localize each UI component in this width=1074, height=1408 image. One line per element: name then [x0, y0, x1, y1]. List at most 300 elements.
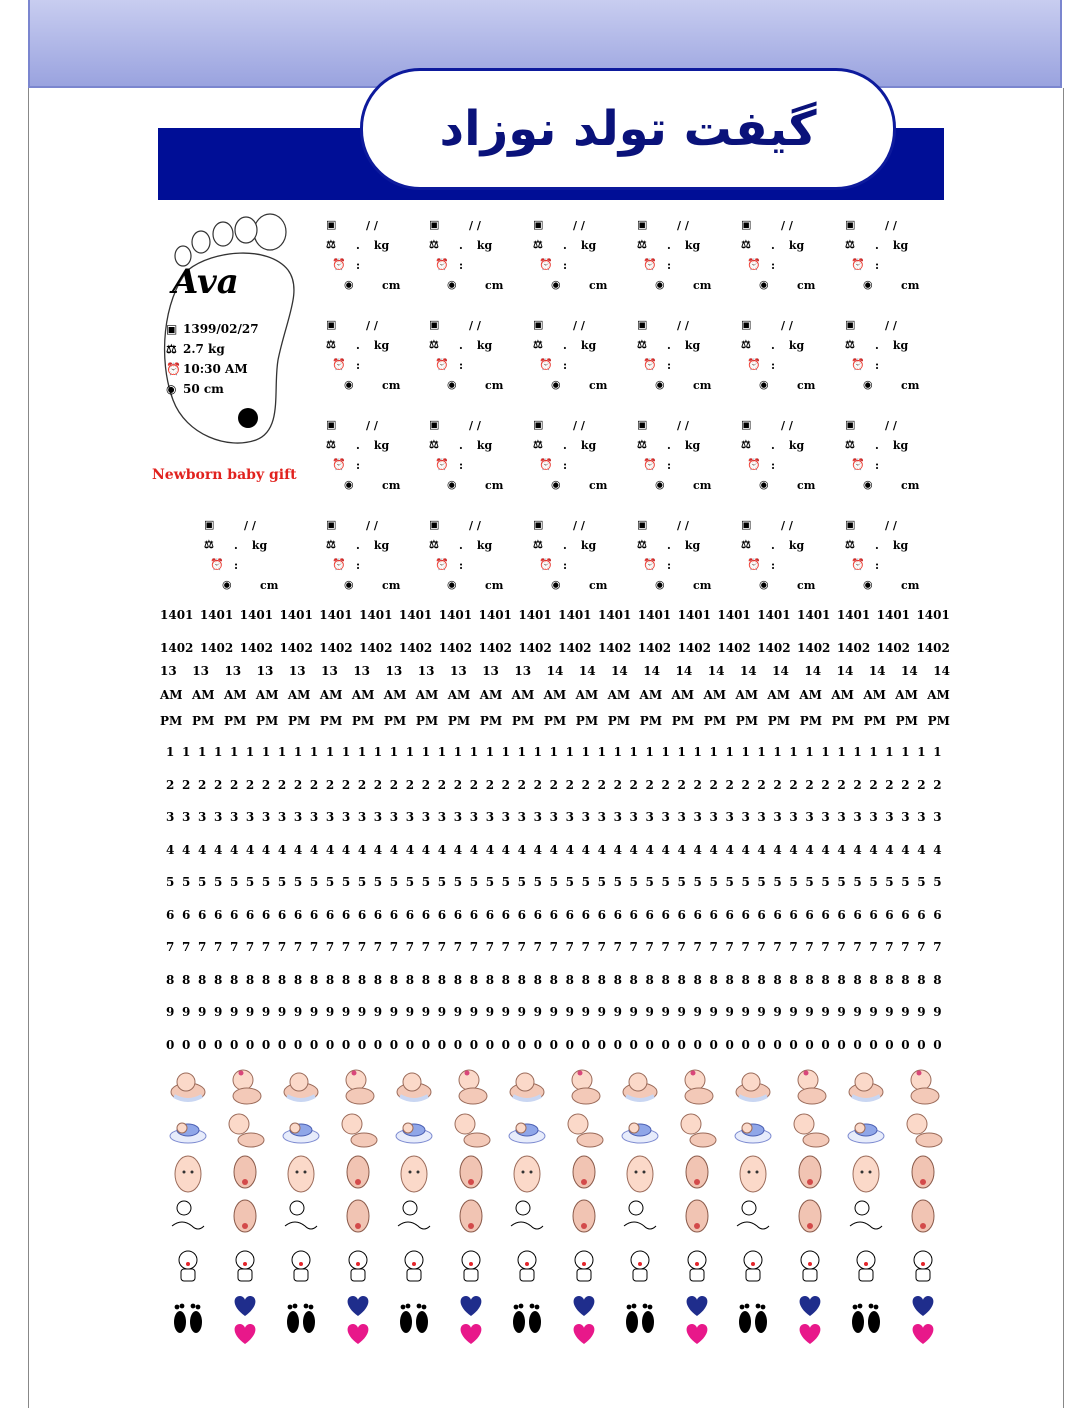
tape-icon: ◉ — [447, 378, 457, 391]
card-date: / / — [885, 518, 897, 532]
digit-cell: 5 — [773, 875, 782, 889]
digit-cell: 4 — [693, 842, 702, 857]
digit-cell: 0 — [469, 1037, 479, 1052]
digit-cell: 7 — [565, 940, 574, 954]
card-kg: kg — [684, 338, 701, 352]
digit-cell: 5 — [357, 875, 367, 889]
value-cell: PM — [799, 714, 822, 728]
digit-cell: 6 — [885, 907, 894, 922]
heart-sticker — [677, 1322, 717, 1362]
baby-sticker — [281, 1066, 321, 1106]
card-cm: cm — [693, 278, 712, 292]
digit-cell: 5 — [725, 875, 734, 889]
digit-cell: 6 — [309, 907, 319, 922]
digit-cell: 6 — [837, 907, 846, 922]
baby-sticker — [903, 1152, 943, 1192]
digit-cell: 7 — [389, 940, 399, 954]
baby-sticker — [451, 1196, 491, 1236]
digit-cell: 7 — [629, 940, 638, 954]
card-date: / / — [366, 318, 378, 332]
calendar-icon: ▣ — [326, 518, 337, 531]
digit-cell: 9 — [581, 1005, 590, 1019]
digit-cell: 8 — [629, 972, 638, 987]
digit-cell: 4 — [533, 842, 542, 857]
baby-sticker — [846, 1196, 886, 1236]
digit-cell: 4 — [741, 842, 750, 857]
digit-cell: 4 — [437, 842, 447, 857]
digit-cell: 8 — [645, 972, 654, 987]
value-cell: 1401 — [757, 608, 791, 622]
footprint-sticker — [507, 1298, 547, 1338]
digit-cell: 6 — [293, 907, 303, 922]
card-date: / / — [573, 318, 585, 332]
calendar-icon: ▣ — [326, 218, 337, 231]
card-kg: kg — [788, 438, 805, 452]
digit-cell: 0 — [613, 1037, 622, 1052]
digit-cell: 5 — [485, 875, 495, 889]
digit-cell: 8 — [661, 972, 670, 987]
scale-icon: ⚖ — [429, 538, 439, 551]
value-cell: 13 — [288, 664, 306, 678]
clock-icon: ⏰ — [332, 258, 346, 271]
digit-row — [166, 940, 942, 954]
digit-cell: 4 — [501, 842, 511, 857]
digit-cell: 4 — [773, 842, 782, 857]
tape-icon: ◉ — [166, 382, 177, 396]
digit-cell: 9 — [437, 1005, 447, 1019]
baby-sticker — [281, 1196, 321, 1236]
baby-sticker — [733, 1110, 773, 1150]
digit-cell: 7 — [901, 940, 910, 954]
value-cell: 1401 — [438, 608, 473, 622]
card-cm: cm — [693, 578, 712, 592]
baby-sticker — [451, 1152, 491, 1192]
digit-cell: 9 — [501, 1005, 511, 1019]
digit-cell: 2 — [405, 777, 415, 792]
value-cell: AM — [927, 688, 950, 702]
digit-cell: 0 — [197, 1037, 207, 1052]
value-cell: PM — [383, 714, 407, 728]
digit-cell: 9 — [773, 1005, 782, 1019]
baby-sticker — [338, 1152, 378, 1192]
value-cell: 1402 — [478, 641, 512, 655]
digit-row — [166, 908, 942, 922]
card-date: / / — [781, 218, 793, 232]
digit-cell: 8 — [517, 972, 527, 987]
digit-cell: 9 — [789, 1005, 798, 1019]
digit-cell: 4 — [645, 842, 654, 857]
info-card: ▣ / / ⚖ . kg ⏰ : ◉ cm — [845, 218, 920, 292]
digit-cell: 3 — [901, 810, 910, 824]
heart-sticker — [225, 1322, 265, 1362]
card-cm: cm — [485, 378, 504, 392]
card-kg: kg — [892, 238, 909, 252]
digit-cell: 9 — [885, 1005, 894, 1019]
digit-cell: 0 — [213, 1037, 223, 1052]
digit-cell: 6 — [805, 907, 814, 922]
digit-cell: 8 — [917, 972, 926, 987]
baby-sticker — [790, 1066, 830, 1106]
digit-cell: 3 — [437, 810, 447, 824]
digit-cell: 8 — [613, 972, 622, 987]
digit-cell: 3 — [837, 810, 846, 824]
info-card: ▣ / / ⚖ . kg ⏰ : ◉ cm — [429, 318, 504, 392]
digit-cell: 2 — [597, 777, 606, 792]
baby-sticker — [281, 1110, 321, 1150]
value-cell: AM — [255, 688, 279, 702]
value-cell: 1401 — [279, 608, 313, 622]
digit-cell: 9 — [757, 1005, 766, 1019]
baby-sticker — [790, 1248, 830, 1288]
digit-cell: 1 — [933, 745, 942, 759]
digit-cell: 2 — [325, 777, 335, 792]
digit-cell: 2 — [693, 777, 702, 792]
digit-cell: 0 — [485, 1037, 495, 1052]
digit-cell: 2 — [517, 777, 527, 792]
value-cell: 13 — [160, 664, 177, 678]
value-cell: 1402 — [677, 641, 711, 655]
baby-sticker — [394, 1152, 434, 1192]
digit-cell: 0 — [229, 1037, 239, 1052]
tape-icon: ◉ — [551, 278, 561, 291]
digit-cell: 6 — [789, 907, 798, 922]
value-cell: PM — [607, 714, 631, 728]
digit-cell: 3 — [789, 810, 798, 824]
digit-cell: 9 — [405, 1005, 415, 1019]
value-cell: 1402 — [597, 641, 632, 655]
calendar-icon: ▣ — [533, 418, 544, 431]
digit-cell: 8 — [549, 972, 558, 987]
digit-cell: 0 — [373, 1037, 383, 1052]
digit-cell: 8 — [597, 972, 606, 987]
value-cell: 14 — [901, 664, 918, 678]
baby-sticker — [168, 1196, 208, 1236]
tape-icon: ◉ — [655, 578, 665, 591]
digit-cell: 5 — [533, 875, 542, 889]
value-cell: 14 — [675, 664, 693, 678]
tape-icon: ◉ — [551, 378, 561, 391]
value-cell: AM — [895, 688, 918, 702]
footprint-sticker — [733, 1298, 773, 1338]
baby-sticker — [225, 1110, 265, 1150]
digit-cell: 2 — [885, 777, 894, 792]
digit-cell: 9 — [469, 1005, 479, 1019]
digit-cell: 2 — [773, 777, 782, 792]
digit-cell: 0 — [917, 1037, 926, 1052]
digit-cell: 8 — [933, 972, 942, 987]
digit-cell: 3 — [261, 810, 271, 824]
digit-cell: 6 — [421, 907, 431, 922]
digit-cell: 3 — [166, 810, 175, 824]
calendar-icon: ▣ — [533, 318, 544, 331]
digit-cell: 9 — [166, 1005, 175, 1019]
baby-sticker — [677, 1196, 717, 1236]
tape-icon: ◉ — [447, 478, 457, 491]
clock-icon: ⏰ — [643, 358, 657, 371]
value-cell: PM — [287, 714, 311, 728]
value-cell: 1401 — [478, 608, 512, 622]
digit-cell: 6 — [277, 907, 287, 922]
digit-cell: 8 — [453, 972, 463, 987]
value-cell: 1402 — [279, 641, 313, 655]
baby-sticker — [564, 1248, 604, 1288]
info-card: ▣ / / ⚖ . kg ⏰ : ◉ cm — [533, 518, 608, 592]
digit-cell: 8 — [581, 972, 590, 987]
digit-cell: 5 — [917, 875, 926, 889]
baby-sticker — [507, 1066, 547, 1106]
digit-cell: 4 — [197, 842, 207, 857]
digit-cell: 8 — [197, 972, 207, 987]
digit-cell: 0 — [853, 1037, 862, 1052]
digit-cell: 3 — [517, 810, 527, 824]
digit-cell: 2 — [261, 777, 271, 792]
digit-cell: 0 — [581, 1037, 590, 1052]
value-cell: AM — [191, 688, 215, 702]
value-cell: AM — [319, 688, 343, 702]
digit-cell: 2 — [581, 777, 590, 792]
value-cell: PM — [575, 714, 599, 728]
digit-cell: 3 — [341, 810, 351, 824]
digit-cell: 3 — [661, 810, 670, 824]
digit-cell: 5 — [837, 875, 846, 889]
info-card: ▣ / / ⚖ . kg ⏰ : ◉ cm — [326, 318, 401, 392]
card-date: / / — [469, 218, 481, 232]
info-card: ▣ / / ⚖ . kg ⏰ : ◉ cm — [429, 418, 504, 492]
baby-sticker — [620, 1196, 660, 1236]
digit-cell: 2 — [389, 777, 399, 792]
digit-cell: 5 — [181, 875, 191, 889]
heart-sticker — [451, 1322, 491, 1362]
footprint-weight: ⚖ 2.7 kg — [166, 342, 225, 356]
digit-cell: 0 — [261, 1037, 271, 1052]
digit-cell: 2 — [805, 777, 814, 792]
clock-icon: ⏰ — [166, 362, 181, 376]
value-row — [160, 688, 950, 702]
digit-cell: 1 — [389, 745, 399, 759]
digit-cell: 0 — [501, 1037, 511, 1052]
digit-cell: 2 — [757, 777, 766, 792]
digit-cell: 5 — [245, 875, 255, 889]
digit-cell: 5 — [885, 875, 894, 889]
digit-cell: 5 — [469, 875, 479, 889]
card-kg: kg — [251, 538, 268, 552]
digit-cell: 3 — [709, 810, 718, 824]
card-date: / / — [781, 418, 793, 432]
card-date: / / — [244, 518, 256, 532]
value-cell: 14 — [772, 664, 789, 678]
digit-cell: 6 — [453, 907, 463, 922]
digit-cell: 0 — [741, 1037, 750, 1052]
clock-icon: ⏰ — [539, 558, 553, 571]
footprint-card — [158, 210, 306, 460]
digit-cell: 3 — [485, 810, 495, 824]
value-cell: 1401 — [359, 608, 393, 622]
digit-cell: 8 — [789, 972, 798, 987]
digit-cell: 9 — [357, 1005, 367, 1019]
value-cell: 13 — [385, 664, 403, 678]
digit-cell: 0 — [549, 1037, 558, 1052]
digit-cell: 3 — [693, 810, 702, 824]
baby-sticker — [903, 1066, 943, 1106]
card-kg: kg — [580, 238, 597, 252]
digit-cell: 4 — [245, 842, 255, 857]
digit-cell: 8 — [245, 972, 255, 987]
digit-cell: 6 — [869, 907, 878, 922]
digit-cell: 5 — [389, 875, 399, 889]
tape-icon: ◉ — [344, 478, 354, 491]
digit-cell: 8 — [405, 972, 415, 987]
card-date: / / — [366, 418, 378, 432]
scale-icon: ⚖ — [845, 438, 855, 451]
digit-cell: 3 — [293, 810, 303, 824]
digit-cell: 6 — [245, 907, 255, 922]
digit-cell: 4 — [421, 842, 431, 857]
card-cm: cm — [797, 378, 816, 392]
tape-icon: ◉ — [863, 278, 873, 291]
calendar-icon: ▣ — [204, 518, 215, 531]
baby-sticker — [168, 1066, 208, 1106]
card-cm: cm — [589, 278, 608, 292]
clock-icon: ⏰ — [643, 458, 657, 471]
digit-cell: 9 — [181, 1005, 191, 1019]
digit-cell: 5 — [501, 875, 511, 889]
digit-cell: 9 — [485, 1005, 495, 1019]
scale-icon: ⚖ — [429, 238, 439, 251]
digit-cell: 4 — [293, 842, 303, 857]
digit-cell: 9 — [645, 1005, 654, 1019]
digit-cell: 3 — [533, 810, 542, 824]
digit-cell: 3 — [501, 810, 511, 824]
digit-cell: 6 — [581, 907, 590, 922]
value-cell: 1402 — [438, 641, 473, 655]
digit-cell: 3 — [581, 810, 590, 824]
digit-cell: 5 — [277, 875, 287, 889]
scale-icon: ⚖ — [741, 338, 751, 351]
baby-sticker — [733, 1196, 773, 1236]
baby-sticker — [507, 1196, 547, 1236]
scale-icon: ⚖ — [533, 538, 543, 551]
value-cell: AM — [671, 688, 695, 702]
digit-cell: 7 — [261, 940, 271, 954]
digit-cell: 9 — [341, 1005, 351, 1019]
calendar-icon: ▣ — [637, 218, 648, 231]
digit-cell: 6 — [597, 907, 606, 922]
digit-cell: 2 — [613, 777, 622, 792]
digit-cell: 2 — [917, 777, 926, 792]
card-kg: kg — [373, 438, 390, 452]
scale-icon: ⚖ — [637, 238, 647, 251]
calendar-icon: ▣ — [845, 418, 856, 431]
calendar-icon: ▣ — [845, 318, 856, 331]
clock-icon: ⏰ — [747, 258, 761, 271]
baby-sticker — [168, 1152, 208, 1192]
card-kg: kg — [684, 438, 701, 452]
baby-sticker — [168, 1248, 208, 1288]
value-cell: PM — [543, 714, 567, 728]
digit-cell: 0 — [869, 1037, 878, 1052]
digit-cell: 7 — [773, 940, 782, 954]
calendar-icon: ▣ — [429, 318, 440, 331]
digit-cell: 8 — [901, 972, 910, 987]
card-date: / / — [573, 418, 585, 432]
digit-cell: 1 — [325, 745, 335, 759]
value-cell: 1402 — [239, 641, 274, 655]
digit-cell: 9 — [517, 1005, 527, 1019]
digit-cell: 2 — [837, 777, 846, 792]
baby-sticker — [733, 1248, 773, 1288]
card-cm: cm — [901, 378, 920, 392]
tape-icon: ◉ — [863, 578, 873, 591]
value-cell: 1401 — [319, 608, 353, 622]
digit-cell: 9 — [309, 1005, 319, 1019]
footprint-height: ◉ 50 cm — [166, 382, 224, 396]
digit-cell: 8 — [469, 972, 479, 987]
tape-icon: ◉ — [447, 578, 457, 591]
card-date: / / — [885, 418, 897, 432]
digit-cell: 7 — [229, 940, 239, 954]
digit-cell: 4 — [821, 842, 830, 857]
digit-cell: 2 — [166, 777, 175, 792]
baby-sticker — [564, 1110, 604, 1150]
digit-cell: 7 — [357, 940, 367, 954]
baby-sticker — [394, 1248, 434, 1288]
tape-icon: ◉ — [863, 478, 873, 491]
digit-cell: 8 — [181, 972, 191, 987]
tape-icon: ◉ — [759, 478, 769, 491]
digit-cell: 1 — [885, 745, 894, 759]
digit-cell: 8 — [325, 972, 335, 987]
value-cell: PM — [479, 714, 503, 728]
value-cell: 1402 — [558, 641, 592, 655]
digit-cell: 3 — [405, 810, 415, 824]
digit-cell: 2 — [677, 777, 686, 792]
value-cell: 13 — [353, 664, 371, 678]
card-cm: cm — [901, 478, 920, 492]
digit-cell: 3 — [549, 810, 558, 824]
scale-icon: ⚖ — [533, 338, 543, 351]
digit-cell: 2 — [309, 777, 319, 792]
value-row — [160, 608, 950, 622]
digit-cell: 4 — [373, 842, 383, 857]
digit-cell: 6 — [613, 907, 622, 922]
digit-cell: 1 — [597, 745, 606, 759]
baby-sticker — [790, 1196, 830, 1236]
digit-cell: 1 — [661, 745, 670, 759]
calendar-icon: ▣ — [326, 418, 337, 431]
digit-cell: 5 — [693, 875, 702, 889]
digit-row — [166, 1038, 942, 1052]
digit-cell: 4 — [901, 842, 910, 857]
digit-cell: 9 — [933, 1005, 942, 1019]
digit-cell: 8 — [757, 972, 766, 987]
digit-cell: 0 — [341, 1037, 351, 1052]
baby-sticker — [451, 1066, 491, 1106]
scale-icon: ⚖ — [326, 238, 336, 251]
digit-cell: 0 — [453, 1037, 463, 1052]
digit-cell: 8 — [677, 972, 686, 987]
value-cell: 14 — [611, 664, 628, 678]
digit-cell: 9 — [389, 1005, 399, 1019]
value-cell: AM — [575, 688, 599, 702]
clock-icon: ⏰ — [210, 558, 224, 571]
digit-cell: 1 — [629, 745, 638, 759]
digit-cell: 2 — [549, 777, 558, 792]
footprint-sticker — [620, 1298, 660, 1338]
info-card: ▣ / / ⚖ . kg ⏰ : ◉ cm — [637, 218, 712, 292]
value-cell: PM — [863, 714, 886, 728]
digit-cell: 7 — [533, 940, 542, 954]
value-row — [160, 714, 950, 728]
